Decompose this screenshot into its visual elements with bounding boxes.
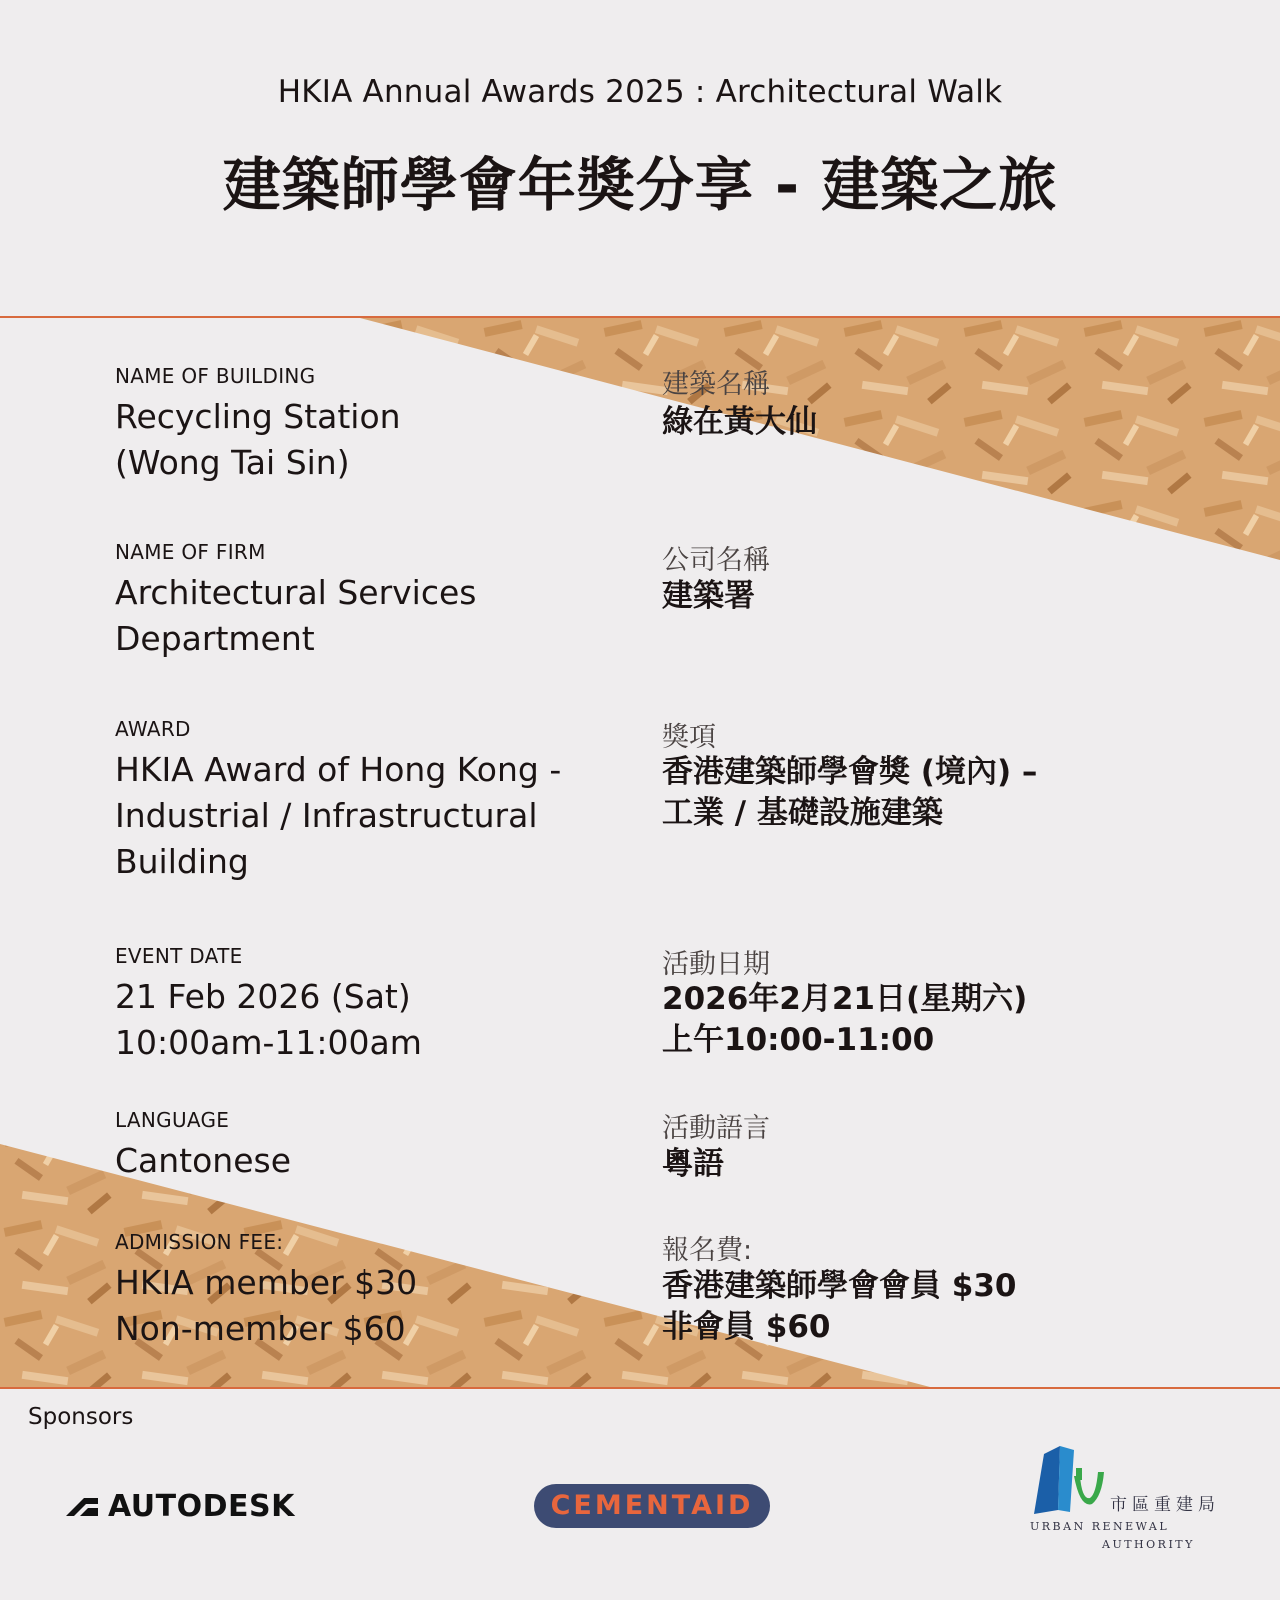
upper-wood-panel bbox=[360, 318, 1280, 560]
language-label-zh: 活動語言 bbox=[662, 1113, 770, 1144]
fee-value-zh: 香港建築師學會會員 $30 非會員 $60 bbox=[662, 1268, 1017, 1345]
poster-header bbox=[0, 0, 1280, 316]
title-chinese: 建築師學會年獎分享 - 建築之旅 bbox=[222, 151, 1058, 219]
autodesk-logo bbox=[66, 1490, 295, 1522]
fee-value-en: HKIA member $30 Non-member $60 bbox=[115, 1263, 418, 1348]
date-value-en: 21 Feb 2026 (Sat) 10:00am-11:00am bbox=[115, 977, 422, 1062]
firm-value-zh: 建築署 bbox=[662, 578, 755, 614]
ura-name-en-line2: AUTHORITY bbox=[1102, 1538, 1195, 1551]
language-value-en: Cantonese bbox=[115, 1141, 292, 1180]
building-label-en: NAME OF BUILDING bbox=[115, 364, 316, 388]
fee-label-en: ADMISSION FEE: bbox=[115, 1230, 284, 1254]
award-value-zh: 香港建築師學會獎 (境內) – 工業 / 基礎設施建築 bbox=[662, 754, 1038, 831]
autodesk-wordmark: AUTODESK bbox=[108, 1488, 295, 1524]
award-value-en: HKIA Award of Hong Kong - Industrial / Infrastructural Building bbox=[115, 750, 562, 881]
bottom-divider bbox=[0, 1387, 1280, 1389]
cementaid-logo: CEMENTAID bbox=[534, 1484, 770, 1528]
award-label-en: AWARD bbox=[115, 717, 191, 741]
fee-label-zh: 報名費: bbox=[662, 1235, 753, 1266]
ura-name-zh: 市區重建局 bbox=[1110, 1495, 1220, 1515]
title-english: HKIA Annual Awards 2025 : Architectural Walk bbox=[277, 74, 1003, 110]
ura-logo-icon bbox=[1030, 1446, 1110, 1516]
autodesk-logo-icon bbox=[66, 1496, 98, 1516]
building-value-zh: 綠在黃大仙 bbox=[662, 404, 817, 440]
date-value-zh: 2026年2月21日(星期六) 上午10:00-11:00 bbox=[662, 981, 1028, 1058]
building-value-en: Recycling Station (Wong Tai Sin) bbox=[115, 397, 401, 482]
details-board bbox=[0, 318, 1280, 1387]
date-label-zh: 活動日期 bbox=[662, 949, 770, 980]
firm-label-zh: 公司名稱 bbox=[662, 545, 770, 576]
date-label-en: EVENT DATE bbox=[115, 944, 243, 968]
sponsors-heading: Sponsors bbox=[28, 1404, 134, 1430]
award-label-zh: 獎項 bbox=[662, 722, 716, 753]
language-value-zh: 粵語 bbox=[662, 1146, 724, 1182]
ura-logo bbox=[1030, 1446, 1230, 1556]
firm-value-en: Architectural Services Department bbox=[115, 573, 477, 658]
building-label-zh: 建築名稱 bbox=[662, 369, 770, 400]
ura-name-en-line1: URBAN RENEWAL bbox=[1030, 1520, 1170, 1533]
firm-label-en: NAME OF FIRM bbox=[115, 540, 266, 564]
language-label-en: LANGUAGE bbox=[115, 1108, 230, 1132]
